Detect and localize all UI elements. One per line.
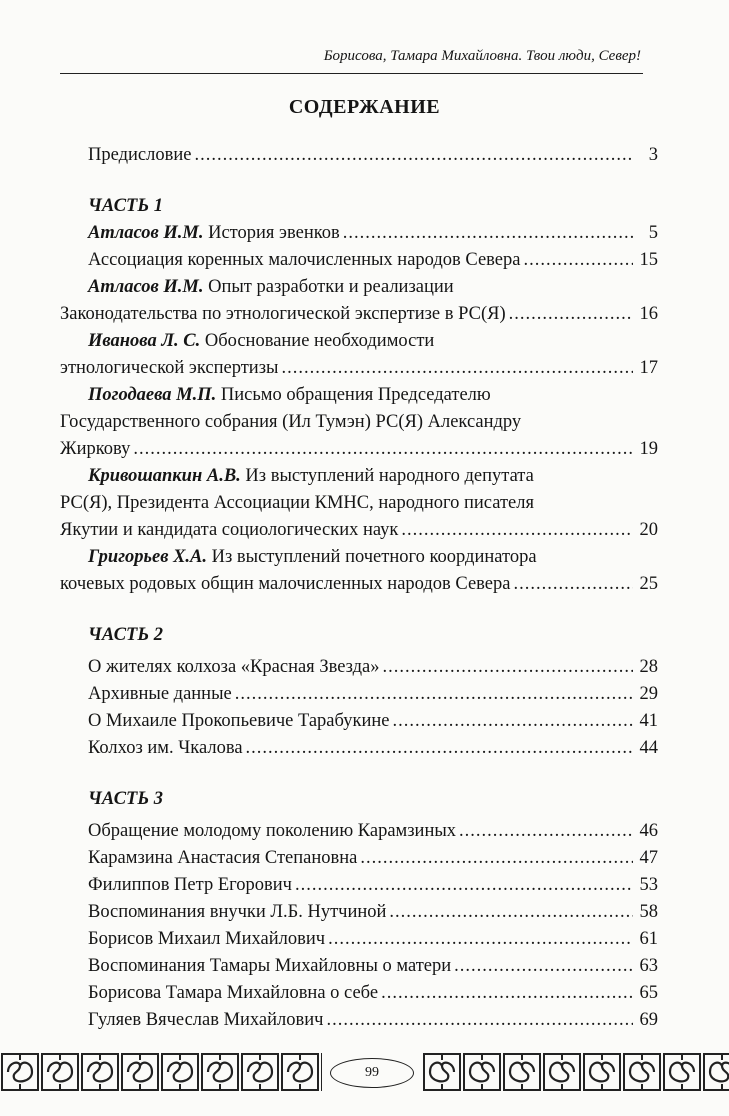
dot-leader [326, 1007, 633, 1034]
toc-entry-author: Атласов И.М. [88, 223, 204, 243]
toc-entry[interactable] [60, 1007, 658, 1034]
toc-entry[interactable] [60, 818, 658, 845]
part-heading-1: ЧАСТЬ 1 [88, 196, 163, 216]
toc-page-number: 41 [639, 711, 658, 731]
toc-entry-author: Погодаева М.П. [88, 385, 217, 405]
toc-page-number: 28 [639, 657, 658, 677]
dot-leader [246, 735, 633, 762]
toc-entry[interactable] [60, 220, 658, 247]
ornament-border-right [422, 1052, 729, 1092]
dot-leader [133, 436, 633, 463]
toc-page-number: 3 [648, 145, 658, 165]
toc-entry[interactable] [60, 899, 658, 926]
part-heading-2: ЧАСТЬ 2 [88, 625, 163, 645]
dot-leader [360, 845, 633, 872]
ornament-border-left [0, 1052, 322, 1092]
toc-page-number: 29 [639, 684, 658, 704]
toc-entry-text: РС(Я), Президента Ассоциации КМНС, народного писателя [60, 493, 534, 513]
toc-entry[interactable] [60, 274, 658, 301]
toc-entry[interactable] [60, 544, 658, 571]
toc-entry-text: Якутии и кандидата социологических наук [60, 520, 399, 540]
toc-entry-text: Борисова Тамара Михайловна о себе [88, 983, 379, 1003]
toc-page-number: 69 [639, 1010, 658, 1030]
toc-entry-text: Воспоминания Тамары Михайловны о матери [88, 956, 452, 976]
toc-entry-text: Обращение молодому поколению Карамзиных [88, 821, 457, 841]
toc-entry-text: Филиппов Петр Егорович [88, 875, 292, 895]
dot-leader [454, 953, 633, 980]
toc-page-number: 19 [639, 439, 658, 459]
toc-page-number: 20 [639, 520, 658, 540]
toc-entry-continuation[interactable] [60, 490, 658, 517]
dot-leader [194, 142, 633, 169]
toc-entry-text: Из выступлений почетного координатора [211, 547, 537, 567]
dot-leader [383, 654, 634, 681]
toc-entry-text: этнологической экспертизы [60, 358, 279, 378]
toc-page-number: 15 [639, 250, 658, 270]
dot-leader [389, 899, 633, 926]
toc-entry-text: О Михаиле Прокопьевиче Тарабукине [88, 711, 390, 731]
toc-page-number: 61 [639, 929, 658, 949]
toc-entry[interactable] [60, 953, 658, 980]
toc-entry-preface[interactable] [60, 142, 658, 169]
dot-leader [401, 517, 633, 544]
running-head: Борисова, Тамара Михайловна. Твои люди, Север! [323, 48, 641, 64]
toc-entry-continuation[interactable] [60, 409, 658, 436]
toc-entry[interactable] [60, 845, 658, 872]
toc-entry-text: О жителях колхоза «Красная Звезда» [88, 657, 380, 677]
toc-entry[interactable] [60, 463, 658, 490]
toc-entry-author: Иванова Л. С. [88, 331, 201, 351]
toc-entry-text: Законодательства по этнологической экспертизе в РС(Я) [60, 304, 506, 324]
toc-entry[interactable] [60, 247, 658, 274]
table-of-contents [60, 142, 658, 1034]
toc-entry-text: Архивные данные [88, 684, 232, 704]
dot-leader [343, 220, 633, 247]
toc-entry-text: кочевых родовых общин малочисленных народов Севера [60, 574, 511, 594]
toc-page-number: 17 [639, 358, 658, 378]
toc-entry-continuation[interactable] [60, 301, 658, 328]
toc-entry-text: Карамзина Анастасия Степановна [88, 848, 358, 868]
dot-leader [381, 980, 633, 1007]
toc-entry-continuation[interactable] [60, 517, 658, 544]
dot-leader [392, 708, 633, 735]
toc-page-number: 16 [639, 304, 658, 324]
page-number [330, 1058, 414, 1088]
toc-page-number: 47 [639, 848, 658, 868]
page-number-text: 99 [365, 1065, 379, 1080]
dot-leader [513, 571, 633, 598]
header-rule [60, 73, 643, 74]
toc-entry-text: Воспоминания внучки Л.Б. Нутчиной [88, 902, 387, 922]
part-heading-3: ЧАСТЬ 3 [88, 789, 163, 809]
toc-entry-author: Атласов И.М. [88, 277, 204, 297]
toc-page-number: 46 [639, 821, 658, 841]
toc-entry-text: Жиркову [60, 439, 131, 459]
dot-leader [459, 818, 633, 845]
toc-entry-continuation[interactable] [60, 571, 658, 598]
toc-entry[interactable] [60, 708, 658, 735]
toc-entry-text: Из выступлений народного депутата [245, 466, 534, 486]
toc-entry[interactable] [60, 328, 658, 355]
dot-leader [235, 681, 633, 708]
toc-entry-author: Кривошапкин А.В. [88, 466, 241, 486]
toc-entry[interactable] [60, 681, 658, 708]
toc-entry[interactable] [60, 872, 658, 899]
toc-page-number: 53 [639, 875, 658, 895]
toc-entry-continuation[interactable] [60, 355, 658, 382]
toc-entry[interactable] [60, 382, 658, 409]
toc-entry-text: Государственного собрания (Ил Тумэн) РС(Я) Александру [60, 412, 522, 432]
toc-entry-text: История эвенков [208, 223, 340, 243]
toc-page-number: 25 [639, 574, 658, 594]
toc-entry-text: Ассоциация коренных малочисленных народов Севера [88, 250, 521, 270]
toc-entry-author: Григорьев Х.А. [88, 547, 208, 567]
toc-page-number: 5 [648, 223, 658, 243]
page-title: СОДЕРЖАНИЕ [288, 96, 441, 118]
toc-page-number: 58 [639, 902, 658, 922]
toc-entry[interactable] [60, 980, 658, 1007]
toc-page-number: 44 [639, 738, 658, 758]
toc-entry[interactable] [60, 735, 658, 762]
toc-entry-text: Обоснование необходимости [204, 331, 435, 351]
toc-entry[interactable] [60, 654, 658, 681]
toc-entry-text: Борисов Михаил Михайлович [88, 929, 326, 949]
toc-entry-text: Опыт разработки и реализации [208, 277, 454, 297]
toc-entry-text: Предисловие [88, 145, 192, 165]
toc-entry-text: Письмо обращения Председателю [220, 385, 491, 405]
dot-leader [509, 301, 633, 328]
dot-leader [523, 247, 633, 274]
toc-entry-text: Колхоз им. Чкалова [88, 738, 243, 758]
toc-entry-continuation[interactable] [60, 436, 658, 463]
toc-page-number: 63 [639, 956, 658, 976]
dot-leader [295, 872, 633, 899]
toc-entry-text: Гуляев Вячеслав Михайлович [88, 1010, 324, 1030]
dot-leader [281, 355, 633, 382]
toc-entry[interactable] [60, 926, 658, 953]
dot-leader [328, 926, 633, 953]
toc-page-number: 65 [639, 983, 658, 1003]
